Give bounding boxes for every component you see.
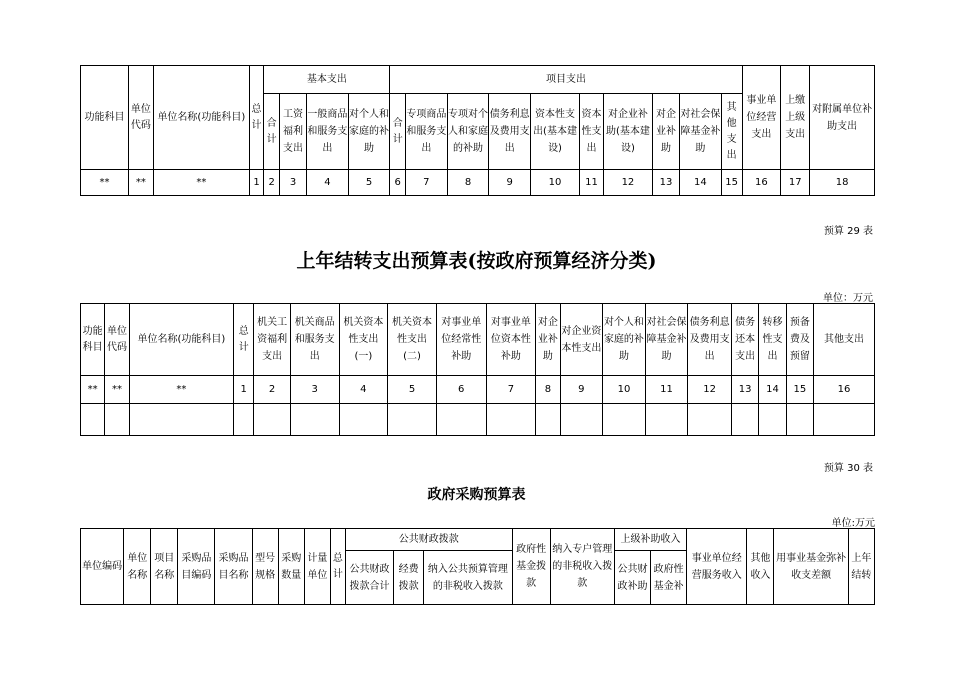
- empty-cell: [786, 404, 813, 436]
- col-function-subject: 功能科目: [81, 66, 129, 170]
- group-project-expenditure: 项目支出: [390, 66, 742, 94]
- code-cell: 4: [307, 170, 349, 196]
- empty-cell: [81, 404, 105, 436]
- empty-cell: [688, 404, 732, 436]
- code-cell: 7: [486, 376, 536, 404]
- code-cell: 12: [688, 376, 732, 404]
- col-business-fund: 用事业基金弥补收支差额: [774, 529, 848, 605]
- col-nontax-public: 纳入公共预算管理的非税收入拨款: [424, 551, 512, 605]
- col-social-security: 对社会保障基金补助: [680, 94, 722, 170]
- code-cell: 2: [264, 170, 280, 196]
- col-enterprise-capital: 对企业资本性支出: [560, 304, 603, 376]
- col-other: 其他支出: [721, 94, 742, 170]
- code-cell: 1: [234, 376, 254, 404]
- col-last-year-carryover: 上年结转: [848, 529, 874, 605]
- code-cell: **: [153, 170, 249, 196]
- col-capital-construction: 资本性支出(基本建设): [531, 94, 580, 170]
- code-cell: 9: [560, 376, 603, 404]
- code-cell: 12: [603, 170, 652, 196]
- col-household-subsidy: 对个人和家庭的补助: [603, 304, 646, 376]
- col-debt-principal: 债务还本支出: [731, 304, 758, 376]
- code-cell: 17: [781, 170, 810, 196]
- code-cell: 11: [580, 170, 604, 196]
- col-unit-name: 单位名称(功能科目): [153, 66, 249, 170]
- code-cell: 13: [731, 376, 758, 404]
- col-transfer: 转移性支出: [759, 304, 786, 376]
- col-debt-interest: 债务利息及费用支出: [489, 94, 531, 170]
- unit-label: 单位:万元: [831, 518, 875, 529]
- group-public-funding: 公共财政拨款: [345, 529, 512, 551]
- col-capital: 资本性支出: [580, 94, 604, 170]
- empty-cell: [486, 404, 536, 436]
- code-cell: 13: [652, 170, 679, 196]
- empty-cell: [254, 404, 291, 436]
- col-total: 总计: [234, 304, 254, 376]
- code-cell: **: [128, 170, 153, 196]
- col-special-goods: 专项商品和服务支出: [406, 94, 448, 170]
- col-inst-capital: 对事业单位资本性补助: [486, 304, 536, 376]
- code-cell: **: [81, 170, 129, 196]
- code-cell: 9: [489, 170, 531, 196]
- code-cell: 14: [759, 376, 786, 404]
- code-cell: 2: [254, 376, 291, 404]
- col-unit-code: 单位编码: [81, 529, 124, 605]
- col-model-spec: 型号规格: [252, 529, 278, 605]
- code-cell: 15: [721, 170, 742, 196]
- empty-cell: [645, 404, 688, 436]
- col-funding: 经费拨款: [394, 551, 424, 605]
- code-cell: 5: [388, 376, 437, 404]
- empty-cell: [129, 404, 233, 436]
- col-special-household: 专项对个人和家庭的补助: [447, 94, 489, 170]
- col-project-subtotal: 合计: [390, 94, 406, 170]
- code-cell: 3: [279, 170, 306, 196]
- code-cell: 8: [536, 376, 560, 404]
- col-item-code: 采购品目编码: [178, 529, 215, 605]
- col-public-subsidy: 公共财政补助: [614, 551, 650, 605]
- empty-cell: [731, 404, 758, 436]
- code-cell: 16: [814, 376, 875, 404]
- code-cell: 5: [348, 170, 390, 196]
- empty-cell: [603, 404, 646, 436]
- col-org-salary: 机关工资福利支出: [254, 304, 291, 376]
- form-number: 预算 30 表: [823, 463, 873, 474]
- col-total: 总计: [330, 529, 345, 605]
- empty-cell: [536, 404, 560, 436]
- empty-cell: [560, 404, 603, 436]
- col-enterprise-construction: 对企业补助(基本建设): [603, 94, 652, 170]
- col-goods-services: 一般商品和服务支出: [307, 94, 349, 170]
- col-unit-code: 单位代码: [128, 66, 153, 170]
- col-gov-fund: 政府性基金拨款: [512, 529, 550, 605]
- col-org-goods: 机关商品和服务支出: [290, 304, 339, 376]
- col-enterprise-subsidy: 对企业补助: [652, 94, 679, 170]
- empty-cell: [234, 404, 254, 436]
- col-remit-superior: 上缴上级支出: [781, 66, 810, 170]
- col-business-operation: 事业单位经营支出: [742, 66, 781, 170]
- carryover-expenditure-table: [80, 303, 875, 436]
- code-cell: 15: [786, 376, 813, 404]
- col-unit-name: 单位名称(功能科目): [129, 304, 233, 376]
- col-unit-name: 单位名称: [124, 529, 151, 605]
- col-org-capital-2: 机关资本性支出(二): [388, 304, 437, 376]
- unit-label: 单位：万元: [823, 293, 873, 304]
- col-project-name: 项目名称: [151, 529, 178, 605]
- empty-cell: [290, 404, 339, 436]
- col-other-income: 其他收入: [747, 529, 774, 605]
- col-total: 总计: [249, 66, 264, 170]
- col-household-subsidy: 对个人和家庭的补助: [348, 94, 390, 170]
- code-cell: **: [81, 376, 105, 404]
- code-cell: **: [105, 376, 129, 404]
- table-row: [81, 170, 875, 196]
- code-cell: **: [129, 376, 233, 404]
- code-cell: 18: [810, 170, 875, 196]
- group-superior-subsidy: 上级补助收入: [614, 529, 686, 551]
- code-cell: 10: [603, 376, 646, 404]
- col-social-security: 对社会保障基金补助: [645, 304, 688, 376]
- col-inst-regular: 对事业单位经常性补助: [436, 304, 486, 376]
- col-reserve: 预备费及预留: [786, 304, 813, 376]
- page-title: 上年结转支出预算表(按政府预算经济分类): [296, 250, 657, 272]
- col-business-income: 事业单位经营服务收入: [687, 529, 747, 605]
- col-debt-interest: 债务利息及费用支出: [688, 304, 732, 376]
- code-cell: 11: [645, 376, 688, 404]
- col-gov-fund-subsidy: 政府性基金补: [651, 551, 687, 605]
- col-other: 其他支出: [814, 304, 875, 376]
- code-cell: 6: [390, 170, 406, 196]
- table-row: [81, 376, 875, 404]
- code-cell: 4: [339, 376, 388, 404]
- table-row: [81, 404, 875, 436]
- empty-cell: [105, 404, 129, 436]
- col-public-total: 公共财政拨款合计: [345, 551, 393, 605]
- empty-cell: [388, 404, 437, 436]
- col-function-subject: 功能科目: [81, 304, 105, 376]
- col-item-name: 采购品目名称: [215, 529, 252, 605]
- form-number: 预算 29 表: [823, 226, 873, 237]
- code-cell: 7: [406, 170, 448, 196]
- empty-cell: [436, 404, 486, 436]
- expenditure-table: [80, 65, 875, 196]
- col-measure-unit: 计量单位: [304, 529, 330, 605]
- code-cell: 16: [742, 170, 781, 196]
- col-enterprise-subsidy: 对企业补助: [536, 304, 560, 376]
- code-cell: 6: [436, 376, 486, 404]
- col-org-capital-1: 机关资本性支出(一): [339, 304, 388, 376]
- section-title: 政府采购预算表: [427, 487, 526, 503]
- empty-cell: [339, 404, 388, 436]
- code-cell: 3: [290, 376, 339, 404]
- procurement-table: [80, 528, 875, 605]
- empty-cell: [759, 404, 786, 436]
- col-special-account: 纳入专户管理的非税收入拨款: [550, 529, 614, 605]
- group-basic-expenditure: 基本支出: [264, 66, 390, 94]
- code-cell: 8: [447, 170, 489, 196]
- col-quantity: 采购数量: [278, 529, 304, 605]
- col-subsidiary-subsidy: 对附属单位补助支出: [810, 66, 875, 170]
- col-basic-subtotal: 合计: [264, 94, 280, 170]
- col-salary-welfare: 工资福利支出: [279, 94, 306, 170]
- col-unit-code: 单位代码: [105, 304, 129, 376]
- code-cell: 1: [249, 170, 264, 196]
- code-cell: 10: [531, 170, 580, 196]
- empty-cell: [814, 404, 875, 436]
- code-cell: 14: [680, 170, 722, 196]
